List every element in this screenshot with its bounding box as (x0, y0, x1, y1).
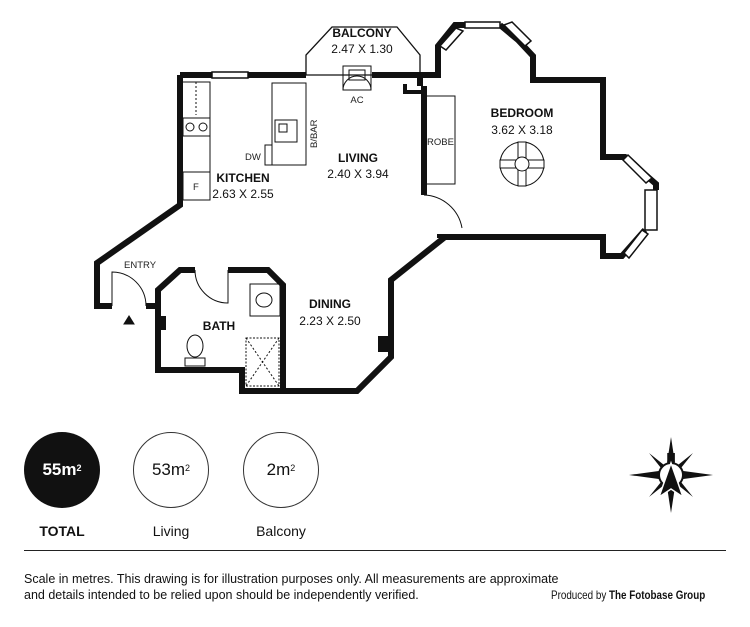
stat-balcony-value: 2m (266, 460, 291, 479)
disclaimer-text: Scale in metres. This drawing is for illustration purposes only. All measurements are approximate and details intended to be relied upon should be independently verified. (24, 572, 559, 602)
stat-balcony-circle (243, 432, 319, 508)
fixture-label-fridge: F (193, 182, 199, 193)
fixture-label-ac: AC (350, 95, 364, 106)
fixture-label-entry: ENTRY (124, 260, 157, 271)
exterior-walls (97, 25, 656, 391)
fixture-label-dw: DW (245, 152, 261, 163)
stat-balcony-label: Balcony (256, 523, 306, 539)
compass-icon (629, 437, 713, 513)
stat-total-unit: 2 (76, 463, 82, 473)
balcony-door (343, 66, 371, 90)
stat-living-unit: 2 (185, 463, 191, 473)
room-dims-living: 2.40 X 3.94 (327, 167, 389, 181)
stat-living-circle (133, 432, 209, 508)
room-dims-dining: 2.23 X 2.50 (299, 314, 361, 328)
stat-total-circle (24, 432, 100, 508)
fixture-label-bbar: B/BAR (309, 119, 320, 148)
room-name-living: LIVING (337, 151, 379, 165)
producer-credit (551, 588, 705, 602)
room-dims-bedroom: 3.62 X 3.18 (491, 123, 553, 137)
room-dims-balcony: 2.47 X 1.30 (331, 42, 393, 56)
credit-company: The Fotobase Group (609, 588, 706, 602)
room-name-bath: BATH (202, 319, 236, 333)
room-dims-kitchen: 2.63 X 2.55 (212, 187, 274, 201)
entry-door (112, 272, 146, 324)
stat-total-value: 55m (42, 460, 77, 479)
stat-living-value: 53m (151, 460, 186, 479)
ceiling-fan-icon (500, 142, 544, 186)
room-name-balcony: BALCONY (332, 26, 392, 40)
compass-north-label: N (666, 450, 676, 465)
fixture-label-robe: ROBE (427, 137, 454, 148)
stat-living-label: Living (152, 523, 190, 539)
room-name-kitchen: KITCHEN (216, 171, 270, 185)
room-name-bedroom: BEDROOM (490, 106, 554, 120)
credit-prefix: Produced by (551, 588, 607, 602)
room-name-dining: DINING (309, 297, 351, 311)
stat-total-label: TOTAL (39, 523, 85, 539)
stat-balcony-unit: 2 (290, 463, 296, 473)
footer-divider (24, 550, 726, 551)
